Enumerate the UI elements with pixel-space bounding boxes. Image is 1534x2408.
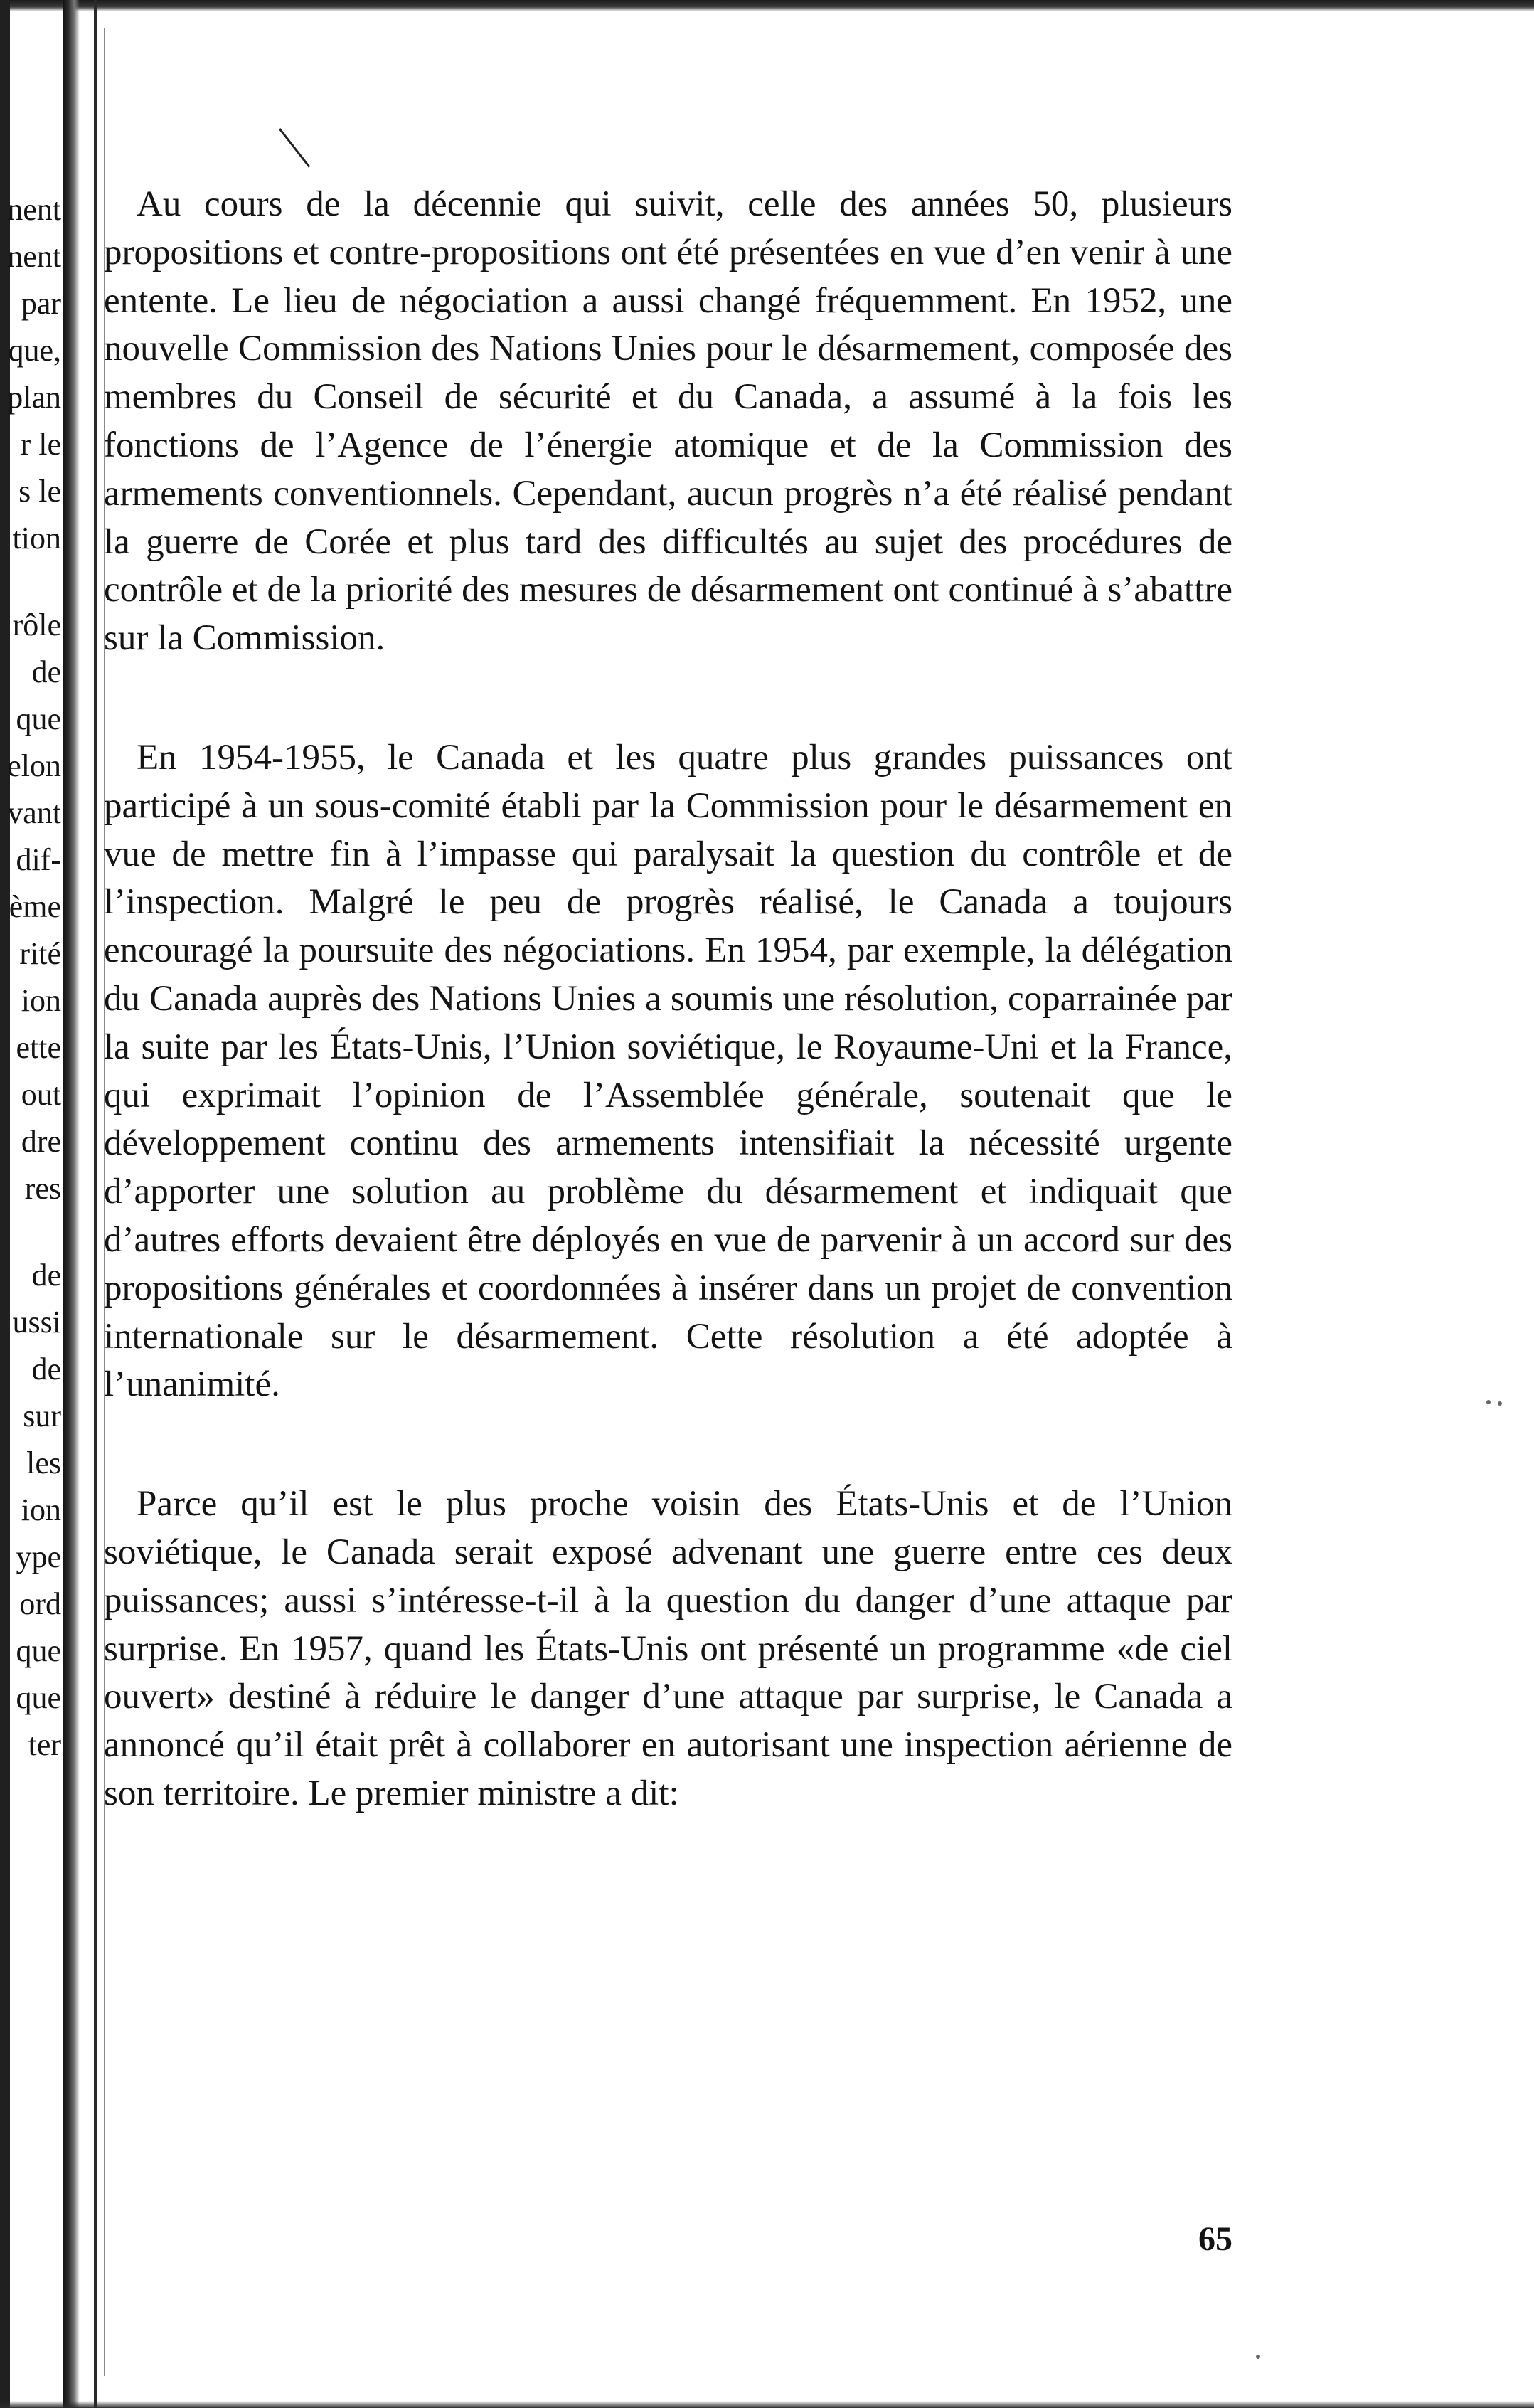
scan-speck [1256,2355,1260,2359]
prev-fragment: ype [16,1539,61,1574]
prev-fragment: dre [21,1124,61,1159]
pen-mark [279,128,310,167]
scan-speck [1486,1400,1491,1404]
scan-top-edge [0,0,1534,11]
prev-fragment: de [31,654,61,689]
binding-line [94,0,97,2408]
book-binding-shadow [63,0,80,2408]
prev-fragment: plan [7,380,61,415]
prev-fragment: ter [28,1727,61,1762]
page-body [104,181,1232,1818]
previous-page-fragments [7,186,61,1768]
prev-fragment: ussi [12,1305,61,1340]
prev-fragment: elon [7,748,61,783]
prev-fragment: s le [18,474,61,509]
fragment-gap [7,562,61,602]
paragraph-1: Au cours de la décennie qui suivit, celle des années 50, plusieurs propositions et contre-propositions ont été présentées en vue d’en venir à une entente. Le lieu de négociation a aussi changé fréquemment. En 1952, une nouvelle Commission des Nations Unies pour le désarmement, composée des membres du Conseil de sécurité et du Canada, a assumé à la fois les fonctions de l’Agence de l’énergie atomique et de la Commission des armements conventionnels. Cependant, aucun progrès n’a été réalisé pendant la guerre de Corée et plus tard des difficultés au sujet des procédures de contrôle et de la priorité des mesures de désarmement ont continué à s’abattre sur la Commission. [104,184,1232,659]
prev-fragment: nent [7,192,61,227]
prev-fragment: que [16,1680,61,1715]
prev-fragment: vant [7,795,61,830]
paragraph-3: Parce qu’il est le plus proche voisin des États-Unis et de l’Union soviétique, le Canada serait exposé advenant une guerre entre ces deux puissances; aussi s’intéresse-t-il à la question du danger d’une attaque par surprise. En 1957, quand les États-Unis ont présenté un programme «de ciel ouvert» destiné à réduire le danger d’une attaque par surprise, le Canada a annoncé qu’il était prêt à collaborer en autorisant une inspection aérienne de son territoire. Le premier ministre a dit: [104,1484,1232,1813]
prev-fragment: par [21,286,61,321]
scan-speck [1498,1401,1502,1406]
scan-bottom-edge [0,2401,1534,2408]
prev-fragment: que [16,1633,61,1668]
page-number: 65 [1198,2220,1232,2258]
prev-fragment: ette [16,1030,61,1065]
prev-fragment: r le [20,427,61,462]
prev-fragment: nent [7,239,61,274]
prev-fragment: dif- [16,842,61,877]
prev-fragment: les [26,1446,61,1480]
prev-fragment: out [21,1077,61,1112]
prev-fragment: rôle [12,608,61,642]
prev-fragment: sur [23,1399,61,1433]
prev-fragment: de [31,1352,61,1386]
prev-fragment: que [16,701,61,736]
prev-fragment: ion [21,983,61,1018]
prev-fragment: ème [9,889,61,924]
paragraph-2: En 1954-1955, le Canada et les quatre plus grandes puissances ont participé à un sous-comité établi par la Commission pour le désarmement en vue de mettre fin à l’impasse qui paralysait la question du contrôle et de l’inspection. Malgré le peu de progrès réalisé, le Canada a toujours encouragé la poursuite des négociations. En 1954, par exemple, la délégation du Canada auprès des Nations Unies a soumis une résolution, coparrainée par la suite par les États-Unis, l’Union soviétique, le Royaume-Uni et la France, qui exprimait l’opinion de l’Assemblée générale, soutenait que le développement continu des armements intensifiait la nécessité urgente d’apporter une solution au problème du désarmement et indiquait que d’autres efforts devaient être déployés en vue de parvenir à un accord sur des propositions générales et coordonnées à insérer dans un projet de convention internationale sur le désarmement. Cette résolution a été adoptée à l’unanimité. [104,737,1232,1405]
prev-fragment: ion [21,1492,61,1527]
prev-fragment: de [31,1258,61,1293]
prev-fragment: tion [12,521,61,556]
prev-fragment: rité [19,936,61,971]
prev-fragment: que, [8,333,61,368]
fragment-gap [7,1212,61,1252]
prev-fragment: res [24,1171,61,1206]
prev-fragment: ord [19,1586,61,1621]
